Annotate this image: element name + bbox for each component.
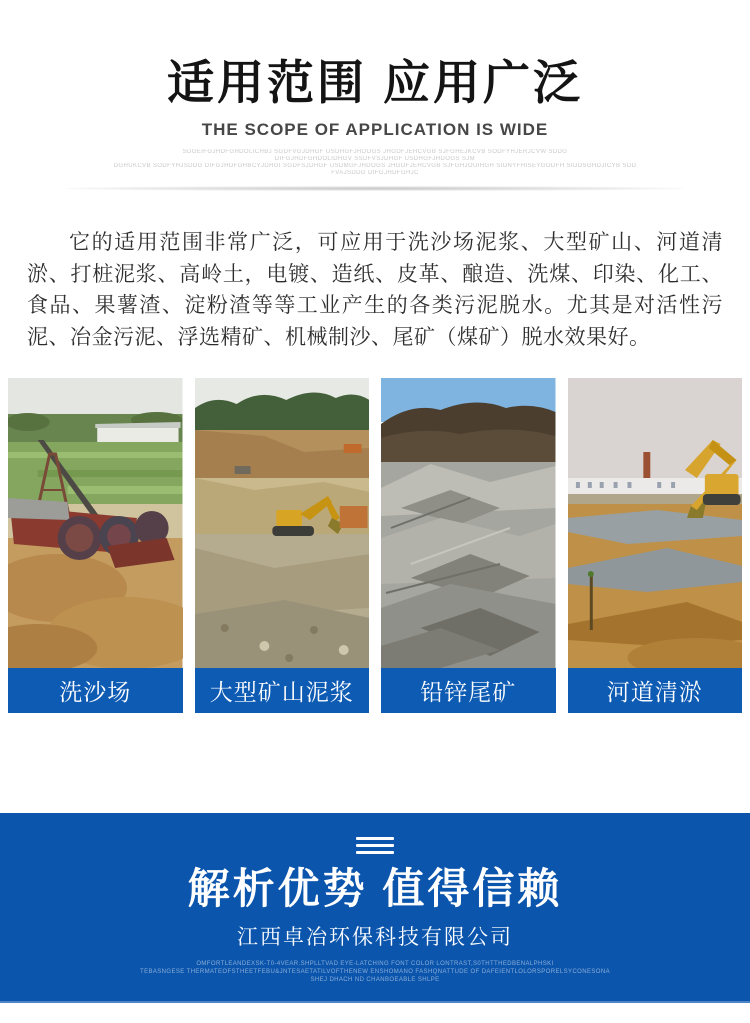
banner-fineprint [0, 960, 750, 984]
gallery-card-tailings [381, 378, 556, 713]
photo-lead-zinc-tailings [381, 378, 556, 668]
photo-caption: 大型矿山泥浆 [195, 668, 370, 713]
page-title: 适用范围 应用广泛 [166, 56, 584, 109]
photo-caption: 河道清淤 [568, 668, 743, 713]
banner-title: 解析优势 值得信赖 [187, 865, 563, 912]
fineprint-line: DIFGJHDFGHDOLIDHGV SSDFVSJDHGF USDHGFJHDOGS SJM [274, 156, 476, 163]
photo-river-dredging [568, 378, 743, 668]
gallery-card-sand-washing [8, 378, 183, 713]
photo-caption: 洗沙场 [8, 668, 183, 713]
triple-bar-icon [356, 837, 394, 854]
fineprint-line: SHEJ DHACH ND CHANBOEABLE SHLPE [310, 977, 440, 984]
fineprint-line: OMFORTLEANDEXSK-T0-4VEAR.SHPLLTVAD EYE-LATCHING FONT COLOR LONTRAST,S0THTTHEDBENALPHSKI [196, 961, 554, 968]
gallery-card-mine-mud [195, 378, 370, 713]
company-name: 江西卓冶环保科技有限公司 [237, 926, 513, 950]
header-fineprint [0, 149, 750, 177]
application-gallery [0, 378, 750, 713]
fineprint-line: DGHUKCVB SODFYHJSDDG DIFGJHDFGHBCYJDHGI SGDFSJDHGF USDMGFJHDOGS JHGDFJEHCVGB SJFGHJOUIHGH SIDNYFHISEYGODFH SIDDSGHDJICYB SDD [113, 163, 637, 170]
fineprint-line: SDGEIFGJHDFGHDOLICHBJ SGDFVGJDHGF USDHGFJHDOGS JHGDFJEHCVGB SJFGHEJKCVB SODFYHJERJCVW SDDG [182, 149, 568, 156]
fineprint-line: TEBASNGESE THERMATEOFSTHEETFEBU&JNTESAETATILVOFTHENEW ENSHOMANO FASHQNATTUDE OF DAFEIENTLOLORSPORELSYCONESONA [140, 969, 610, 976]
header-section [0, 0, 750, 191]
section-divider [65, 186, 685, 191]
fineprint-line: FVAJSDDG DIFGJHDFGHJC [331, 170, 419, 177]
photo-sand-washing-site [8, 378, 183, 668]
gallery-card-river-dredging [568, 378, 743, 713]
photo-caption: 铅锌尾矿 [381, 668, 556, 713]
intro-paragraph: 它的适用范围非常广泛，可应用于洗沙场泥浆、大型矿山、河道清淤、打桩泥浆、高岭土，电镀、造纸、皮革、酿造、洗煤、印染、化工、食品、果薯渣、淀粉渣等等工业产生的各类污泥脱水。尤其是对活性污泥、冶金污泥、浮选精矿、机械制沙、尾矿（煤矿）脱水效果好。 [27, 231, 723, 349]
page-subtitle: THE SCOPE OF APPLICATION IS WIDE [201, 120, 549, 140]
photo-large-mine-mud [195, 378, 370, 668]
advantage-banner [0, 813, 750, 1003]
